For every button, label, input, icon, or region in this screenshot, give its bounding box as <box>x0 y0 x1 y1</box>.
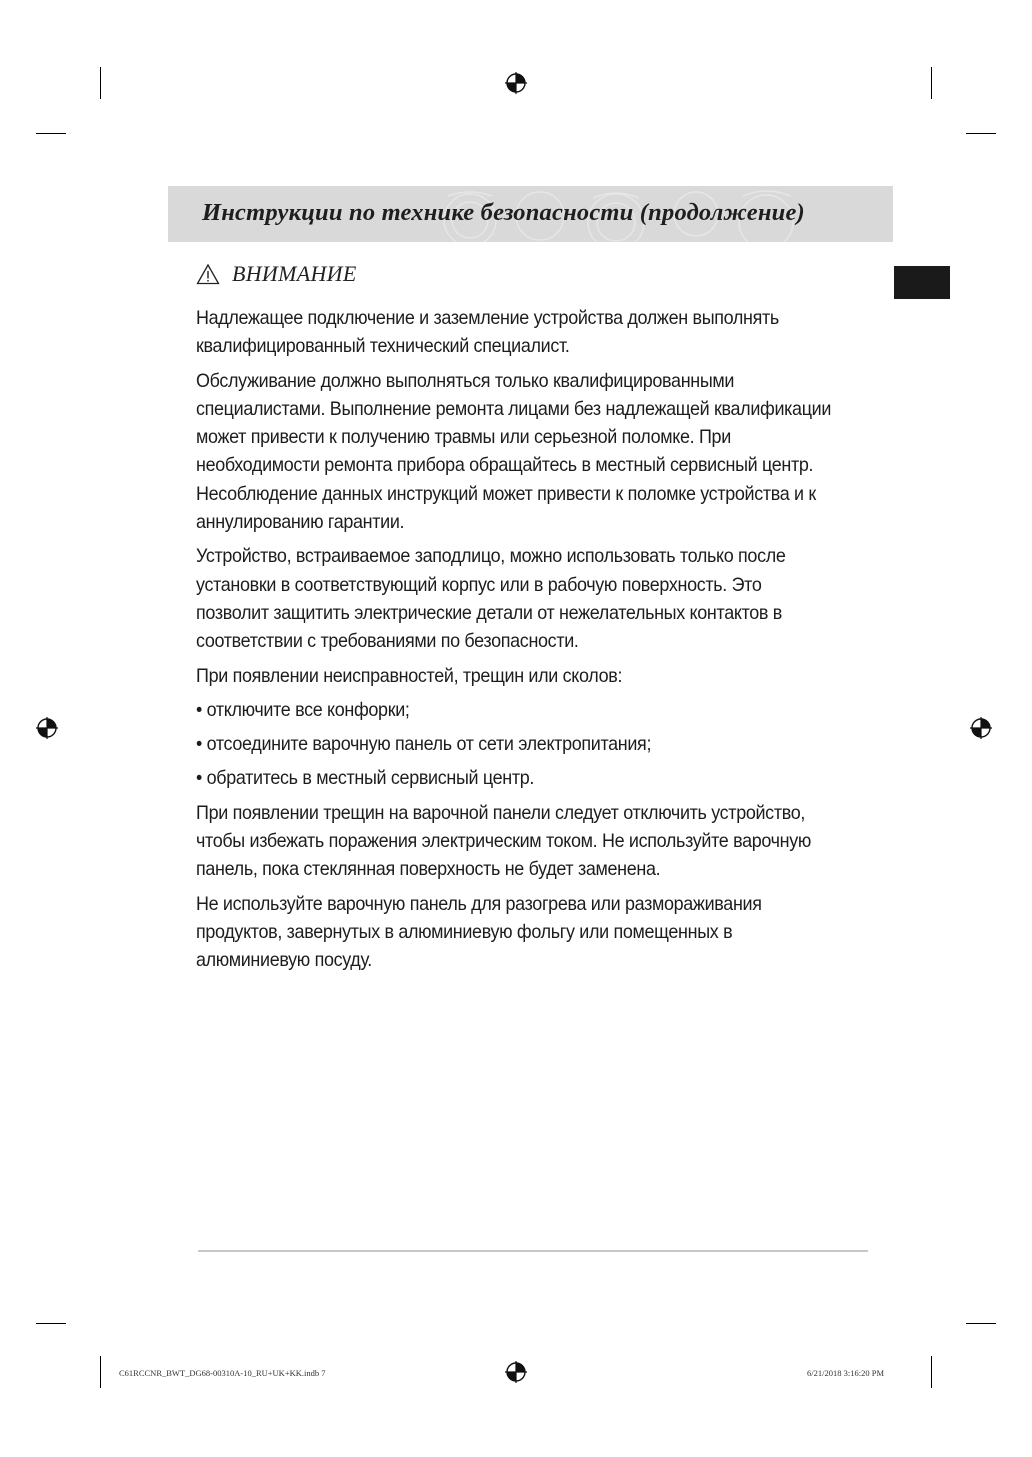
file-slug: C61RCCNR_BWT_DG68-00310A-10_RU+UK+KK.indb 7 <box>119 1368 326 1378</box>
text-line: • отсоедините варочную панель от сети электропитания; <box>196 734 652 756</box>
paragraph <box>196 305 841 362</box>
registration-mark-icon <box>36 717 58 739</box>
text-line: продуктов, завернутых в алюминиевую фольгу или помещенных в <box>196 921 733 943</box>
crop-mark-top-left-h <box>36 133 66 134</box>
bullet-item <box>196 765 841 793</box>
text-line: алюминиевую посуду. <box>196 950 372 972</box>
paragraph <box>196 800 841 885</box>
text-line: специалистами. Выполнение ремонта лицами без надлежащей квалификации <box>196 398 832 420</box>
text-line: Несоблюдение данных инструкций может привести к поломке устройства и к <box>196 483 816 505</box>
paragraph <box>196 891 841 976</box>
text-line: Обслуживание должно выполняться только квалифицированными <box>196 370 735 392</box>
text-line: установки в соответствующий корпус или в рабочую поверхность. Это <box>196 574 762 596</box>
page-title: Инструкции по технике безопасности (продолжение) <box>202 199 805 226</box>
crop-mark-bottom-right <box>931 1356 932 1388</box>
text-line: Надлежащее подключение и заземление устройства должен выполнять <box>196 308 779 329</box>
crop-mark-bottom-left <box>100 1356 101 1388</box>
text-line: квалифицированный технический специалист. <box>196 336 570 358</box>
print-timestamp: 6/21/2018 3:16:20 PM <box>807 1368 884 1378</box>
text-line: • обратитесь в местный сервисный центр. <box>196 768 535 790</box>
text-line: чтобы избежать поражения электрическим током. Не используйте варочную <box>196 831 812 853</box>
section-header-banner <box>168 186 893 242</box>
text-line: может привести к получению травмы или серьезной поломке. При <box>196 427 731 449</box>
safety-instructions-body <box>196 305 841 982</box>
text-line: соответствии с требованиями по безопасности. <box>196 631 579 653</box>
registration-mark-icon <box>505 1361 527 1383</box>
caution-title: ВНИМАНИЕ <box>232 261 357 286</box>
text-line: • отключите все конфорки; <box>196 699 410 721</box>
caution-heading <box>196 261 357 287</box>
text-line: При появлении трещин на варочной панели следует отключить устройство, <box>196 802 806 824</box>
registration-mark-icon <box>970 717 992 739</box>
text-line: позволит защитить электрические детали от нежелательных контактов в <box>196 602 782 624</box>
crop-mark-top-left <box>100 67 101 99</box>
crop-mark-top-right-h <box>966 133 996 134</box>
paragraph <box>196 663 841 691</box>
text-line: панель, пока стеклянная поверхность не будет заменена. <box>196 859 661 881</box>
text-line: При появлении неисправностей, трещин или сколов: <box>196 665 623 687</box>
text-line: аннулированию гарантии. <box>196 512 405 534</box>
text-line: Не используйте варочную панель для разогрева или размораживания <box>196 893 762 915</box>
crop-mark-bottom-right-h <box>966 1323 996 1324</box>
footer-divider <box>198 1250 868 1252</box>
paragraph <box>196 543 841 656</box>
crop-mark-top-right <box>931 67 932 99</box>
text-line: необходимости ремонта прибора обращайтесь в местный сервисный центр. <box>196 455 814 477</box>
warning-triangle-icon <box>196 263 220 285</box>
bullet-item <box>196 731 841 759</box>
paragraph <box>196 368 841 538</box>
crop-mark-bottom-left-h <box>36 1323 66 1324</box>
bullet-item <box>196 697 841 725</box>
text-line: Устройство, встраиваемое заподлицо, можно использовать только после <box>196 546 786 568</box>
registration-mark-icon <box>505 72 527 94</box>
chapter-tab-marker <box>894 266 950 299</box>
